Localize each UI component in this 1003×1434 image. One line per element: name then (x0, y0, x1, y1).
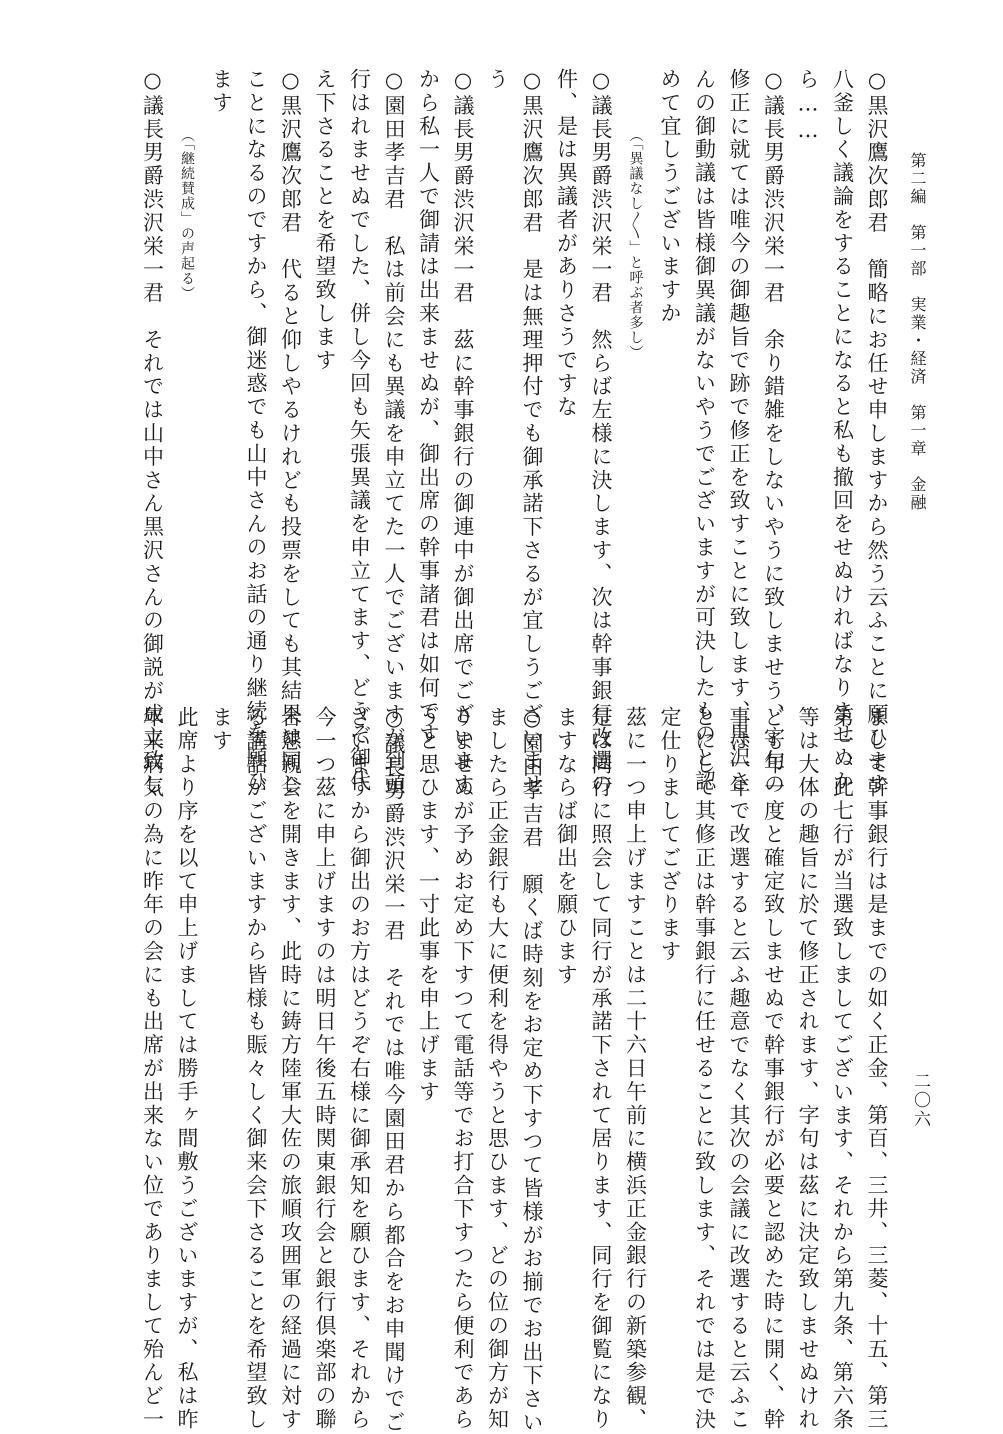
text-line: 茲に一つ申上げますことは二十六日午前に横浜正金銀行の新築参観、 (623, 706, 648, 1432)
text-line: ○黒沢鷹次郎君 是は無理押付でも御承諾下さるが宜しうございませ (520, 68, 544, 797)
text-line: う (485, 68, 510, 92)
text-line: ○黒沢鷹次郎君 代ると仰しやるけれども投票をしても其結果は同じ (278, 68, 303, 797)
running-head: 第二編 第一部 実業・経済 第一章 金融 (908, 152, 927, 512)
stage-direction: （「異議なし〱」と呼ぶ者多し） (627, 128, 644, 360)
text-line: ○園田孝吉君 私は前会にも異議を申立てた一人でございますが到頭 (382, 68, 406, 797)
text-line: 此席より序を以て申上げましては勝手ヶ間敷うございますが、私は昨 (175, 706, 199, 1432)
text-line: うと思ひます、一寸此事を申上げます (416, 706, 441, 1104)
text-line: ○黒沢鷹次郎君 簡略にお任せ申しますから然う云ふことに願ひます (865, 68, 889, 797)
text-line: 今一つ茲に申上げますのは明日午後五時関東銀行会と銀行倶楽部の聯 (313, 706, 337, 1432)
text-line: んの御動議は皆様御異議がないやうでございますが可決したものと認 (692, 68, 717, 794)
text-line: 合懇親会を開きます、此時に鋳方陸軍大佐の旅順攻囲軍の経過に対す (278, 706, 303, 1432)
text-line: る講話がございますから皆様も賑々しく御来会下さることを希望致し (244, 706, 268, 1432)
text-line: まして幹事銀行は是までの如く正金、第百、三井、三菱、十五、第三 (865, 706, 889, 1432)
text-line: 等は大体の趣旨に於て修正されます、字句は茲に決定致しませぬけれ (796, 706, 820, 1432)
text-line: ○議長男爵渋沢栄一君 それでは山中さん黒沢さんの御説が成立致し (140, 68, 165, 797)
text-line: ○議長男爵渋沢栄一君 それでは唯今園田君から都合をお申聞けでご (382, 706, 406, 1434)
text-line: 行はれませぬでした、併し今回も矢張異議を申立てます、どうぞ御代 (347, 68, 372, 794)
text-line: 件、是は異議者がありさうですな (554, 68, 579, 419)
text-line: ○議長男爵渋沢栄一君 余り錯雑をしないやうに致しませう、字句の (761, 68, 786, 797)
text-line: 是は同行に照会して同行が承諾下されて居ります、同行を御覧になり (589, 706, 613, 1432)
stage-direction: （「継続賛成」の声起る） (179, 128, 195, 301)
text-line: ますならば御出を願ひます (554, 706, 579, 987)
text-line: めて宜しうございますか (658, 68, 682, 326)
text-line: 事は一年で改選すると云ふ趣意でなく其次の会議に改選すると云ふこ (727, 706, 751, 1432)
text-line: え下さることを希望致します (313, 68, 337, 373)
text-line: ○議長男爵渋沢栄一君 然らば左様に決します、次は幹事銀行改選の (589, 68, 613, 797)
text-line: りませぬが予めお定め下すつて電話等でお打合下すつたら便利であら (451, 706, 475, 1432)
text-line: ましたら正金銀行も大に便利を得やうと思ひます、どの位の御方が知 (485, 706, 510, 1432)
text-line: ことになるのですから、御迷惑でも山中さんのお話の通り継続を願ひ (244, 68, 268, 794)
text-line: ら…… (796, 68, 820, 145)
text-line: 修正に就ては唯今の御趣旨で跡で修正を致すことに致します、黒沢さ (727, 68, 751, 794)
top-text-block (78, 68, 894, 797)
bottom-text-block (78, 706, 894, 1434)
page-number: 二〇六 (910, 1072, 930, 1129)
text-line: ざいますから御出のお方はどうぞ右様に御承知を願ひます、それから (347, 706, 372, 1432)
text-line: ます (209, 706, 234, 753)
text-line: から私一人で御請は出来ませぬが、御出席の幹事諸君は如何です (416, 68, 441, 747)
text-line: ○議長男爵渋沢栄一君 茲に幹事銀行の御連中が御出席でございます (451, 68, 475, 797)
text-line: 八釜しく議論をすることになると私も撤回をせぬければなりませぬか (830, 68, 855, 794)
text-line: とにして其修正は幹事銀行に任せることに致します、それでは是で決 (692, 706, 717, 1432)
text-line: 年来病気の為に昨年の会にも出席が出来ない位でありまして殆んど一 (140, 706, 165, 1432)
text-line: 第一、此七行が当選致しましてございます、それから第九条、第六条 (830, 706, 855, 1432)
text-line: ども年一度と確定致しませぬで幹事銀行が必要と認めた時に開く、幹 (761, 706, 786, 1432)
text-line: ます (209, 68, 234, 115)
text-line: ○園田孝吉君 願くば時刻をお定め下すつて皆様がお揃でお出下さい (520, 706, 544, 1434)
text-line: 定仕りましてござります (658, 706, 682, 964)
